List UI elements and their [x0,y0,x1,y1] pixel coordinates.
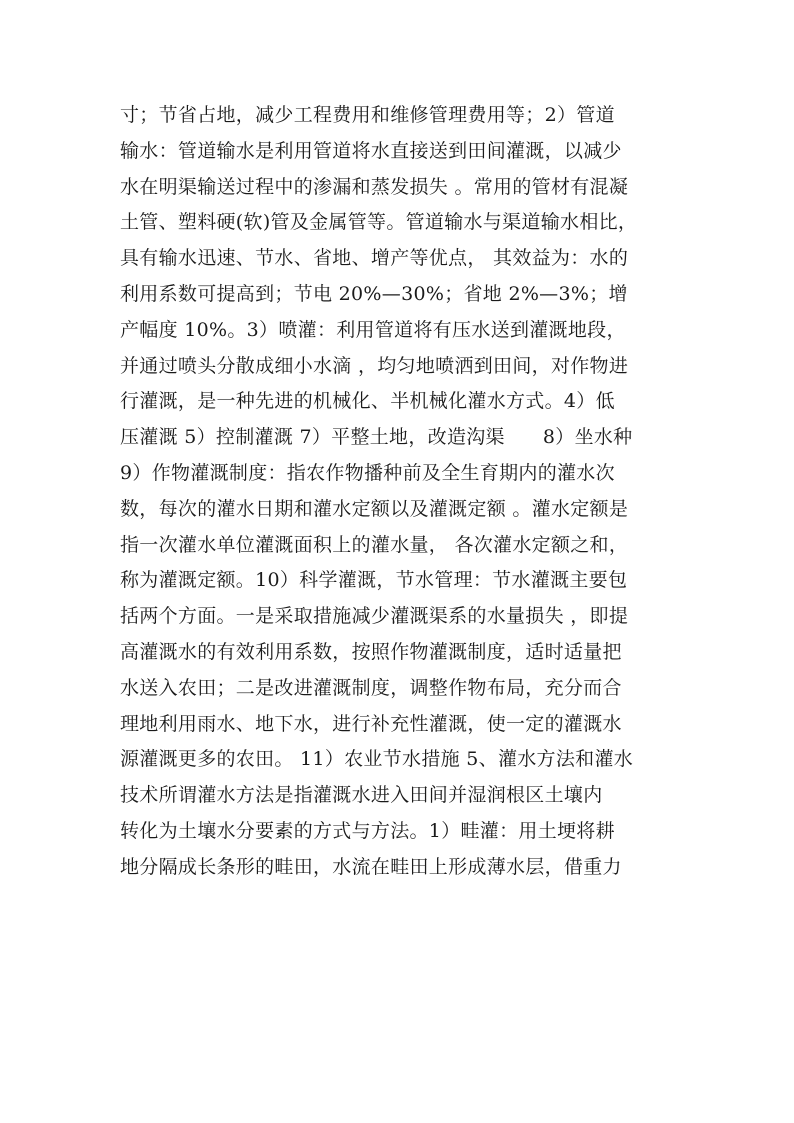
text-line: 压灌溉 5）控制灌溉 7）平整土地，改造沟渠 8）坐水种 [120,426,633,449]
text-line: 源灌溉更多的农田。 11）农业节水措施 5、灌水方法和灌水 [120,748,634,771]
text-line: 寸；节省占地，减少工程费用和维修管理费用等；2）管道 [120,104,615,126]
text-line: 并通过喷头分散成细小水滴 ，均匀地喷洒到田间，对作物进 [120,354,629,377]
text-line: 理地利用雨水、地下水，进行补充性灌溉，使一定的灌溉水 [120,712,622,735]
text-line: 具有输水迅速、节水、省地、增产等优点， 其效益为：水的 [120,247,629,270]
text-line: 高灌溉水的有效利用系数，按照作物灌溉制度，适时适量把 [120,640,622,663]
text-line: 数，每次的灌水日期和灌水定额以及灌溉定额 。灌水定额是 [120,497,629,520]
text-line: 土管、塑料硬(软)管及金属管等。管道输水与渠道输水相比， [120,211,638,234]
text-line: 水送入农田；二是改进灌溉制度，调整作物布局，充分而合 [120,676,622,699]
text-line: 技术所谓灌水方法是指灌溉水进入田间并湿润根区土壤内 [120,784,603,807]
text-line: 称为灌溉定额。10）科学灌溉，节水管理：节水灌溉主要包 [120,569,628,592]
text-line: 产幅度 10%。3）喷灌：利用管道将有压水送到灌溉地段， [120,318,626,341]
body-text [120,98,688,886]
text-line: 指一次灌水单位灌溉面积上的灌水量， 各次灌水定额之和， [120,533,629,556]
text-line: 转化为土壤水分要素的方式与方法。1）畦灌：用土埂将耕 [120,819,615,842]
text-line: 利用系数可提高到；节电 20%—30%；省地 2%—3%；增 [120,282,628,305]
text-line: 9）作物灌溉制度：指农作物播种前及全生育期内的灌水次 [120,461,615,484]
text-line: 行灌溉，是一种先进的机械化、半机械化灌水方式。4）低 [120,390,615,413]
text-line: 水在明渠输送过程中的渗漏和蒸发损失 。常用的管材有混凝 [120,175,629,198]
text-line: 输水：管道输水是利用管道将水直接送到田间灌溉，以减少 [120,139,622,162]
text-line: 地分隔成长条形的畦田，水流在畦田上形成薄水层，借重力 [120,855,622,878]
text-line: 括两个方面。一是采取措施减少灌溉渠系的水量损失 ，即提 [120,605,629,628]
